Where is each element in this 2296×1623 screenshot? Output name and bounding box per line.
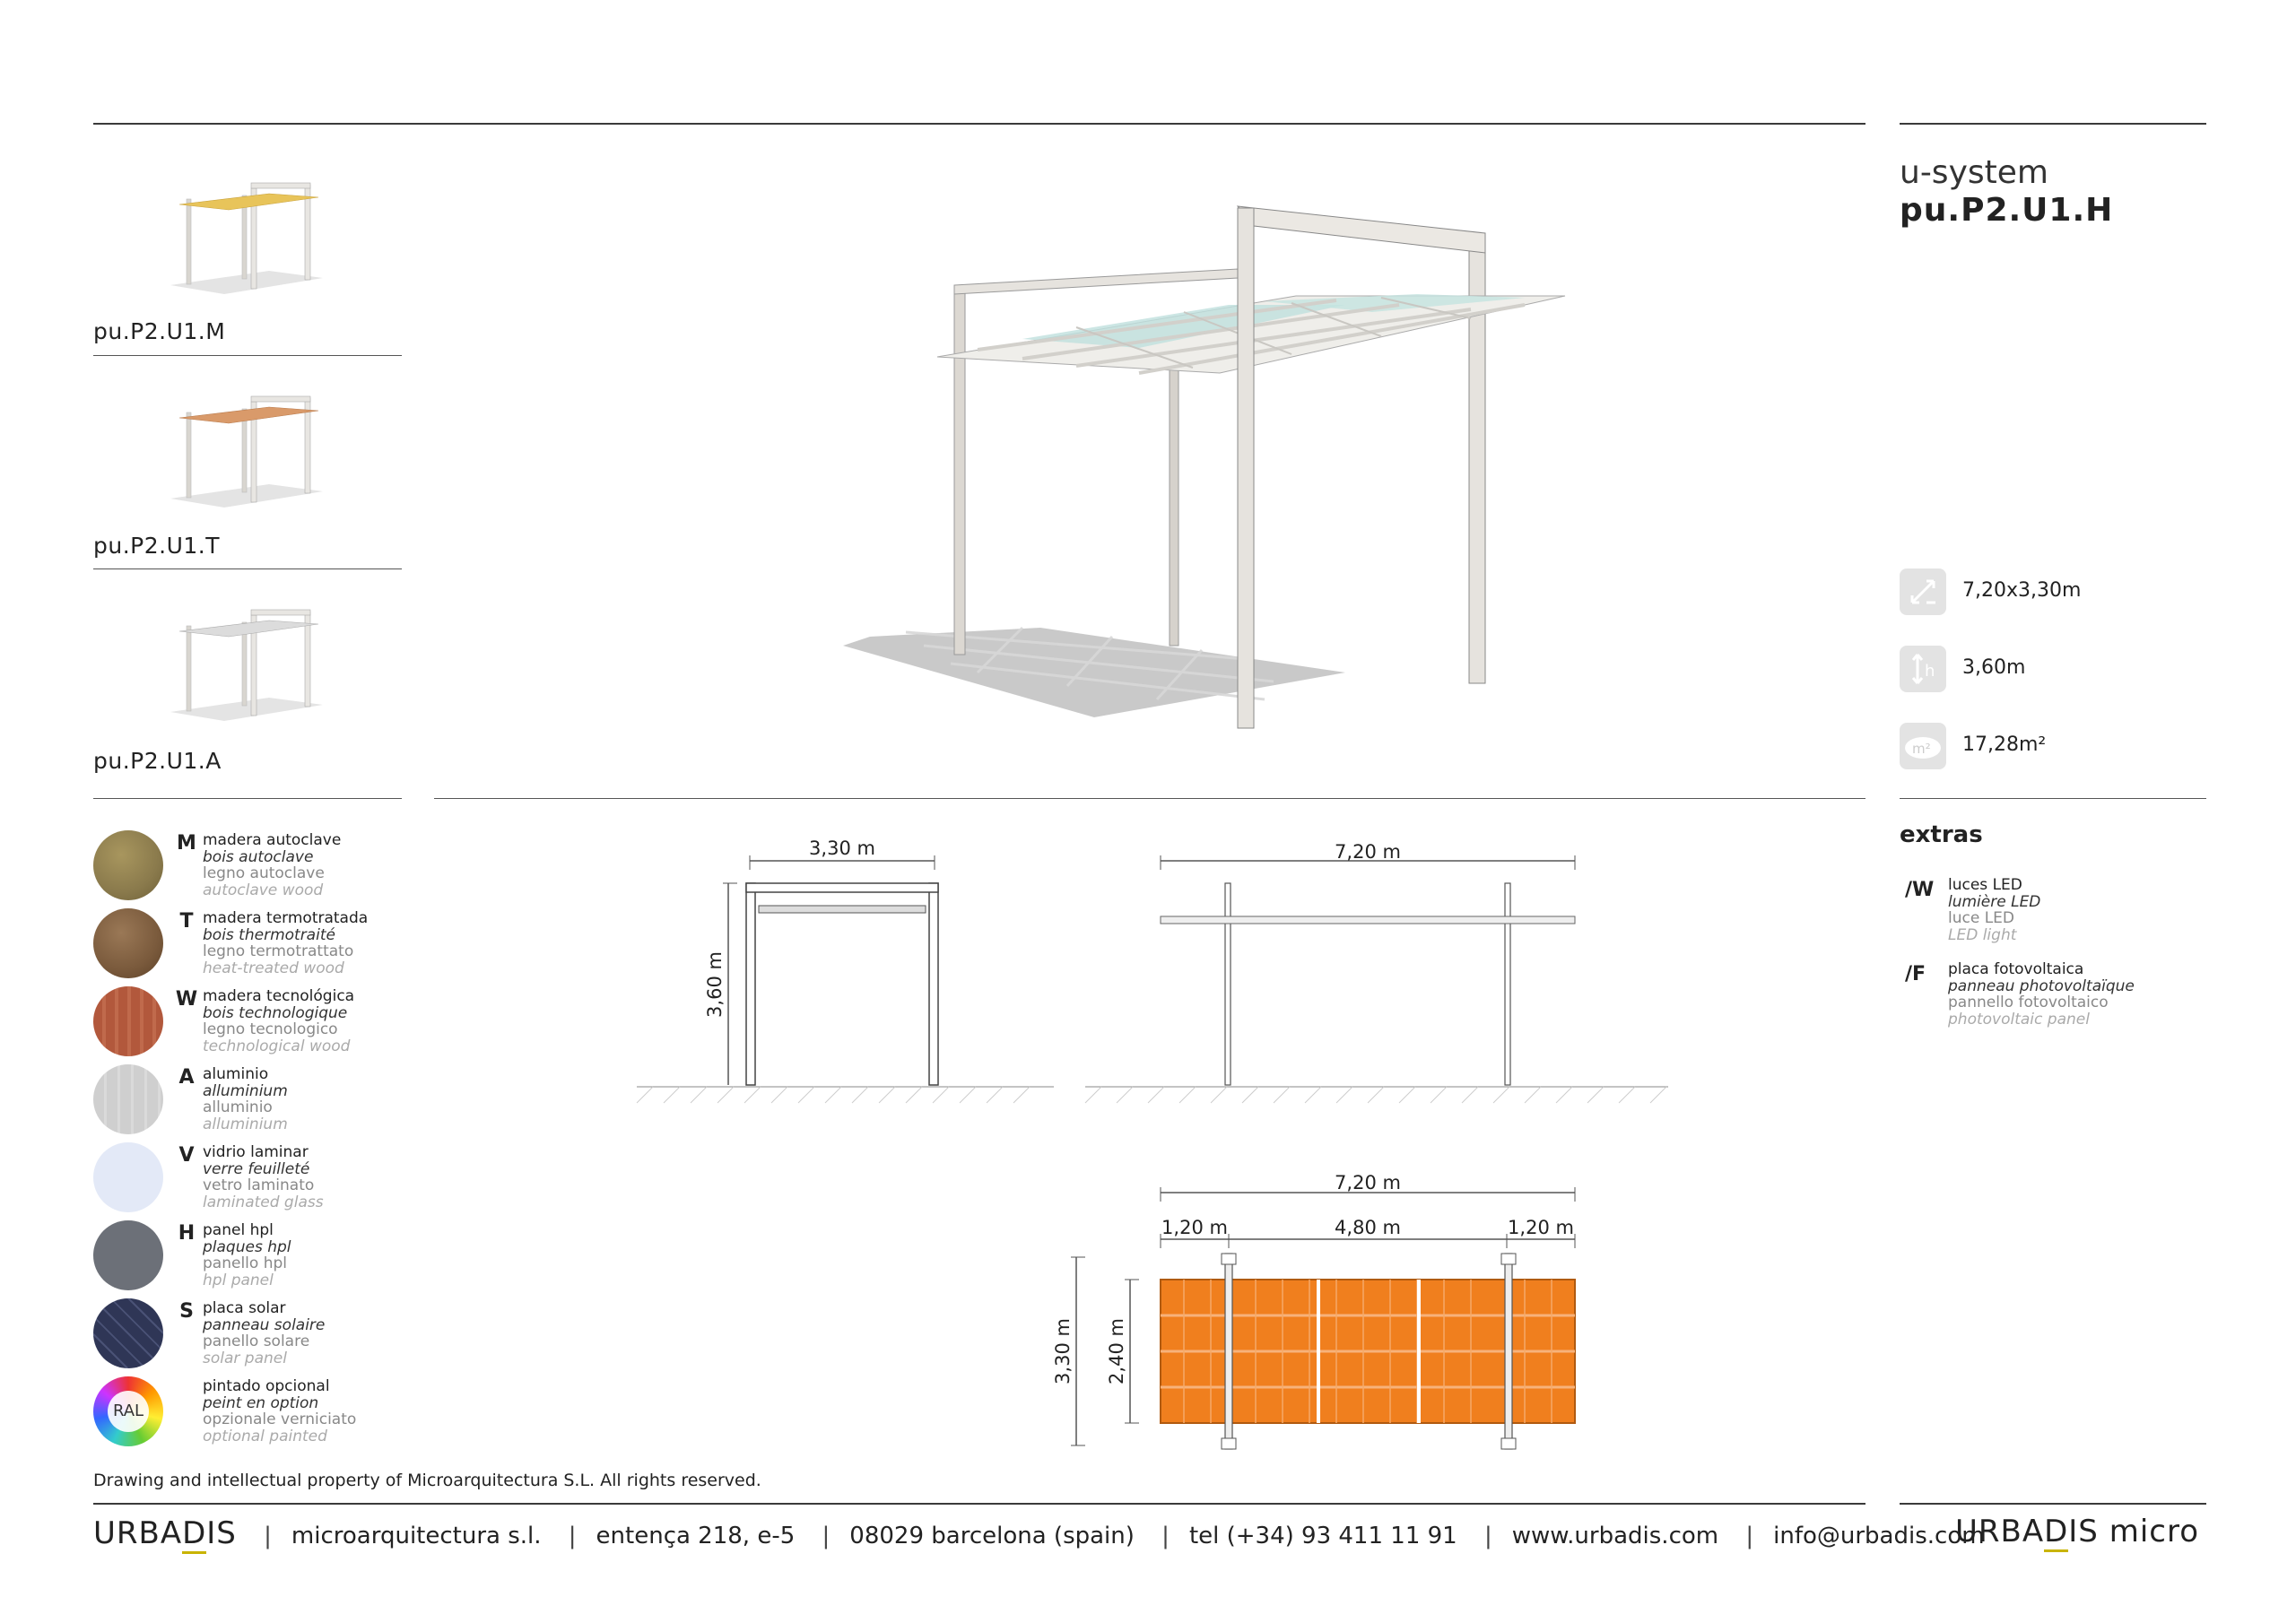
material-name: panello hpl [203,1254,287,1272]
material-name: aluminio [203,1065,269,1083]
variant-label-m[interactable]: pu.P2.U1.M [93,318,226,344]
material-swatch [93,1220,163,1290]
extra-name: placa fotovoltaica [1948,960,2084,978]
footer-address: entença 218, e-5 [596,1523,796,1549]
section-divider-right [1900,798,2206,799]
side-elevation [637,838,1054,1103]
footer-city: 08029 barcelona (spain) [849,1523,1135,1549]
spec-value: 7,20x3,30m [1962,579,2082,602]
footer-rule [93,1503,1866,1505]
material-name: verre feuilleté [203,1159,310,1178]
material-item [93,905,434,978]
material-item [93,983,434,1056]
ral-color-wheel-icon [93,1376,163,1446]
plan-right-dim: 1,20 m [1508,1217,1574,1238]
material-name: legno autoclave [203,864,325,882]
top-rule-right [1900,123,2206,125]
footer-phone[interactable]: tel (+34) 93 411 11 91 [1188,1523,1457,1549]
material-item [93,1217,434,1290]
material-code: M [177,832,196,855]
material-swatch [93,830,163,900]
material-name: pintado opcional [203,1377,330,1395]
front-elevation [1085,841,1668,1103]
material-name: legno termotrattato [203,942,354,960]
footer-rule-right [1900,1503,2206,1505]
plan-middle-dim: 4,80 m [1335,1217,1401,1238]
side-width-dim: 3,30 m [809,838,875,859]
extra-name: photovoltaic panel [1948,1010,2090,1028]
svg-text:h: h [1925,662,1935,681]
variant-divider [93,568,402,569]
material-item [93,1139,434,1212]
footer-email-link[interactable]: info@urbadis.com [1773,1523,1985,1549]
extra-item-led [1900,877,2240,949]
material-name: peint en option [203,1393,319,1412]
variant-thumbnail-t[interactable] [161,384,332,509]
material-code: T [179,910,194,933]
material-name: vidrio laminar [203,1143,309,1161]
material-swatch [93,1298,163,1368]
extras-heading: extras [1900,821,1983,848]
extra-item-photovoltaic [1900,961,2240,1033]
top-rule [93,123,1866,125]
material-name: opzionale verniciato [203,1410,357,1428]
material-swatch [93,1064,163,1134]
material-code: W [175,988,198,1011]
plan-total-dim: 7,20 m [1335,1172,1401,1193]
plan-left-dim: 1,20 m [1161,1217,1228,1238]
extra-code: /F [1905,963,1926,985]
material-code: H [178,1222,196,1245]
plan-depth-dim: 3,30 m [1052,1318,1074,1384]
extra-code: /W [1905,879,1935,901]
spec-value: 3,60m [1962,656,2026,679]
copyright-note: Drawing and intellectual property of Microarquitectura S.L. All rights reserved. [93,1471,761,1490]
material-name: plaques hpl [203,1237,291,1256]
extra-name: lumière LED [1948,892,2041,911]
footer-company: microarquitectura s.l. [291,1523,542,1549]
main-pergola-render [843,197,1614,735]
plan-inner-depth-dim: 2,40 m [1106,1318,1127,1384]
material-name: alluminium [203,1081,288,1100]
material-name: bois technologique [203,1003,348,1022]
material-name: madera autoclave [203,831,342,849]
material-code: S [179,1300,194,1323]
material-name: hpl panel [203,1271,274,1289]
material-name: autoclave wood [203,881,324,899]
material-item [93,1061,434,1134]
height-icon [1900,646,1946,692]
material-code: V [178,1144,195,1167]
extra-name: LED light [1948,925,2017,944]
area-icon-label: m² [1912,741,1931,757]
material-name: technological wood [203,1037,351,1055]
material-name: panneau solaire [203,1315,326,1334]
section-divider [434,798,1866,799]
spec-value: 17,28m² [1962,733,2047,756]
urbadis-logo[interactable]: URBADIS [93,1515,237,1554]
material-name: panel hpl [203,1221,274,1239]
variant-divider [93,355,402,356]
material-name: alluminio [203,1098,273,1116]
variant-label-t[interactable]: pu.P2.U1.T [93,533,221,559]
ral-label: RAL [108,1391,149,1432]
material-name: madera termotratada [203,909,369,927]
front-width-dim: 7,20 m [1335,841,1401,863]
extra-name: luce LED [1948,909,2015,927]
material-name: placa solar [203,1299,286,1317]
extra-name: pannello fotovoltaico [1948,994,2109,1011]
extra-name: luces LED [1948,876,2022,894]
variant-thumbnail-a[interactable] [161,597,332,723]
material-item [93,1295,434,1368]
material-name: alluminium [203,1115,288,1133]
material-name: panello solare [203,1332,310,1350]
material-swatch [93,986,163,1056]
material-swatch [93,1142,163,1212]
side-height-dim: 3,60 m [704,951,726,1018]
material-name: bois autoclave [203,847,314,866]
footer: URBADIS | microarquitectura s.l. | entença 218, e-5 | 08029 barcelona (spain) | tel (+34) 93 411 11 91 | www.urbadis.com | info@urbadis.com [93,1515,1869,1551]
material-name: legno tecnologico [203,1020,338,1038]
footer-website-link[interactable]: www.urbadis.com [1511,1523,1719,1549]
material-name: madera tecnológica [203,987,355,1005]
plan-view [1052,1172,1575,1449]
variant-divider [93,798,402,799]
variant-label-a[interactable]: pu.P2.U1.A [93,748,222,774]
material-code: A [178,1066,195,1089]
technical-drawings [628,834,1704,1462]
urbadis-micro-logo[interactable]: URBADIS micro [1955,1514,2199,1549]
material-name: solar panel [203,1349,287,1367]
dimensions-icon [1900,568,1946,615]
material-name: laminated glass [203,1193,324,1211]
variant-thumbnail-m[interactable] [161,170,332,296]
material-name: bois thermotraité [203,925,335,944]
material-name: vetro laminato [203,1176,315,1194]
extra-name: panneau photovoltaïque [1948,976,2135,995]
area-icon [1900,723,1946,769]
product-code-title: pu.P2.U1.H [1900,192,2114,229]
material-item [93,1373,434,1446]
material-name: heat-treated wood [203,959,344,977]
material-name: optional painted [203,1427,327,1445]
material-item [93,827,434,900]
system-title: u-system [1900,154,2048,191]
material-swatch [93,908,163,978]
